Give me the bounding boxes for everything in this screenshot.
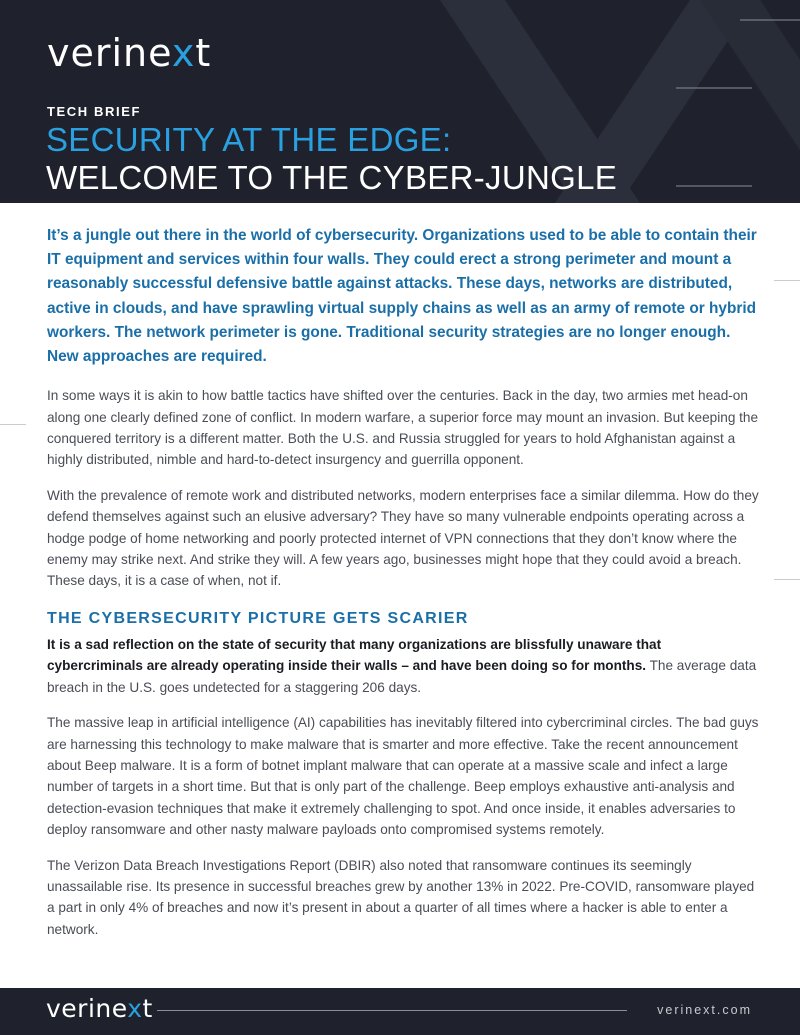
verinext-logo: verinext — [47, 31, 212, 75]
body-paragraph-3 — [47, 634, 759, 698]
footer-divider — [157, 1010, 627, 1011]
body-paragraph-1: In some ways it is akin to how battle tactics have shifted over the centuries. Back in the day, two armies met head-on along one clearly defined zone of conflict. In modern warfare, a superior force may mount an invasion. But keeping the conquered territory is a different matter. Both the U.S. and Russia struggled for years to hold Afghanistan against a highly distributed, nimble and hard-to-detect insurgency and guerrilla opponent. — [47, 388, 759, 468]
section-heading: THE CYBERSECURITY PICTURE GETS SCARIER — [47, 609, 469, 627]
page-title-line2: WELCOME TO THE CYBER-JUNGLE — [46, 159, 618, 196]
bold-statement: It is a sad reflection on the state of security that many organizations are blissfully unaware that cybercriminals are already operating inside their walls – and have been doing so for months. — [47, 636, 662, 674]
body-paragraph-2: With the prevalence of remote work and distributed networks, modern enterprises face a similar dilemma. How do they defend themselves against such an elusive adversary? They have so many vulnerable endpoints operating across a hodge podge of home networking and poorly protected internet of VPN connections that they don’t know where the enemy may strike next. And strike they will. A few years ago, businesses might hope that they could avoid a breach. These days, it is a case of when, not if. — [47, 487, 759, 589]
body-paragraph-5: The Verizon Data Breach Investigations Report (DBIR) also noted that ransomware continues its seemingly unassailable rise. Its presence in successful breaches grew by another 13% in 2022. Pre-COVID, ransomware played a part in only 4% of breaches and now it’s present in about a quarter of all times where a hacker is able to enter a network. — [47, 857, 755, 937]
right-margin-rule-2 — [774, 579, 800, 580]
eyebrow-label: TECH BRIEF — [47, 104, 141, 119]
header-banner — [0, 0, 800, 203]
footer-verinext-logo: verinext — [46, 994, 153, 1023]
lead-paragraph: It’s a jungle out there in the world of cybersecurity. Organizations used to be able to contain their IT equipment and services within four walls. They could erect a strong perimeter and mount a reasonably successful defensive battle against attacks. These days, networks are distributed, active in clouds, and have sprawling virtual supply chains as well as an army of remote or hybrid workers. The network perimeter is gone. Traditional security strategies are no longer enough. New approaches are required. — [47, 227, 757, 366]
left-margin-rule — [0, 424, 26, 425]
right-margin-rule-1 — [774, 280, 800, 281]
footer-bar — [0, 988, 800, 1035]
footer-website-link[interactable]: verinext.com — [657, 1003, 752, 1017]
article-body — [47, 224, 759, 954]
statement-continuation: The average data breach in the U.S. goes undetected for a staggering 206 days. — [47, 658, 757, 695]
body-paragraph-4: The massive leap in artificial intelligence (AI) capabilities has inevitably filtered into cybercriminal circles. The bad guys are harnessing this technology to make malware that is smarter and more effective. Take the recent announcement about Beep malware. It is a form of botnet implant malware that can operate at a massive scale and infect a large number of targets in a short time. But that is only part of the challenge. Beep employs exhaustive anti-analysis and detection-evasion techniques that make it extremely challenging to spot. And once inside, it enables adversaries to deploy ransomware and other nasty malware payloads onto compromised systems remotely. — [47, 715, 759, 838]
page-title-line1: SECURITY AT THE EDGE: — [46, 121, 452, 158]
